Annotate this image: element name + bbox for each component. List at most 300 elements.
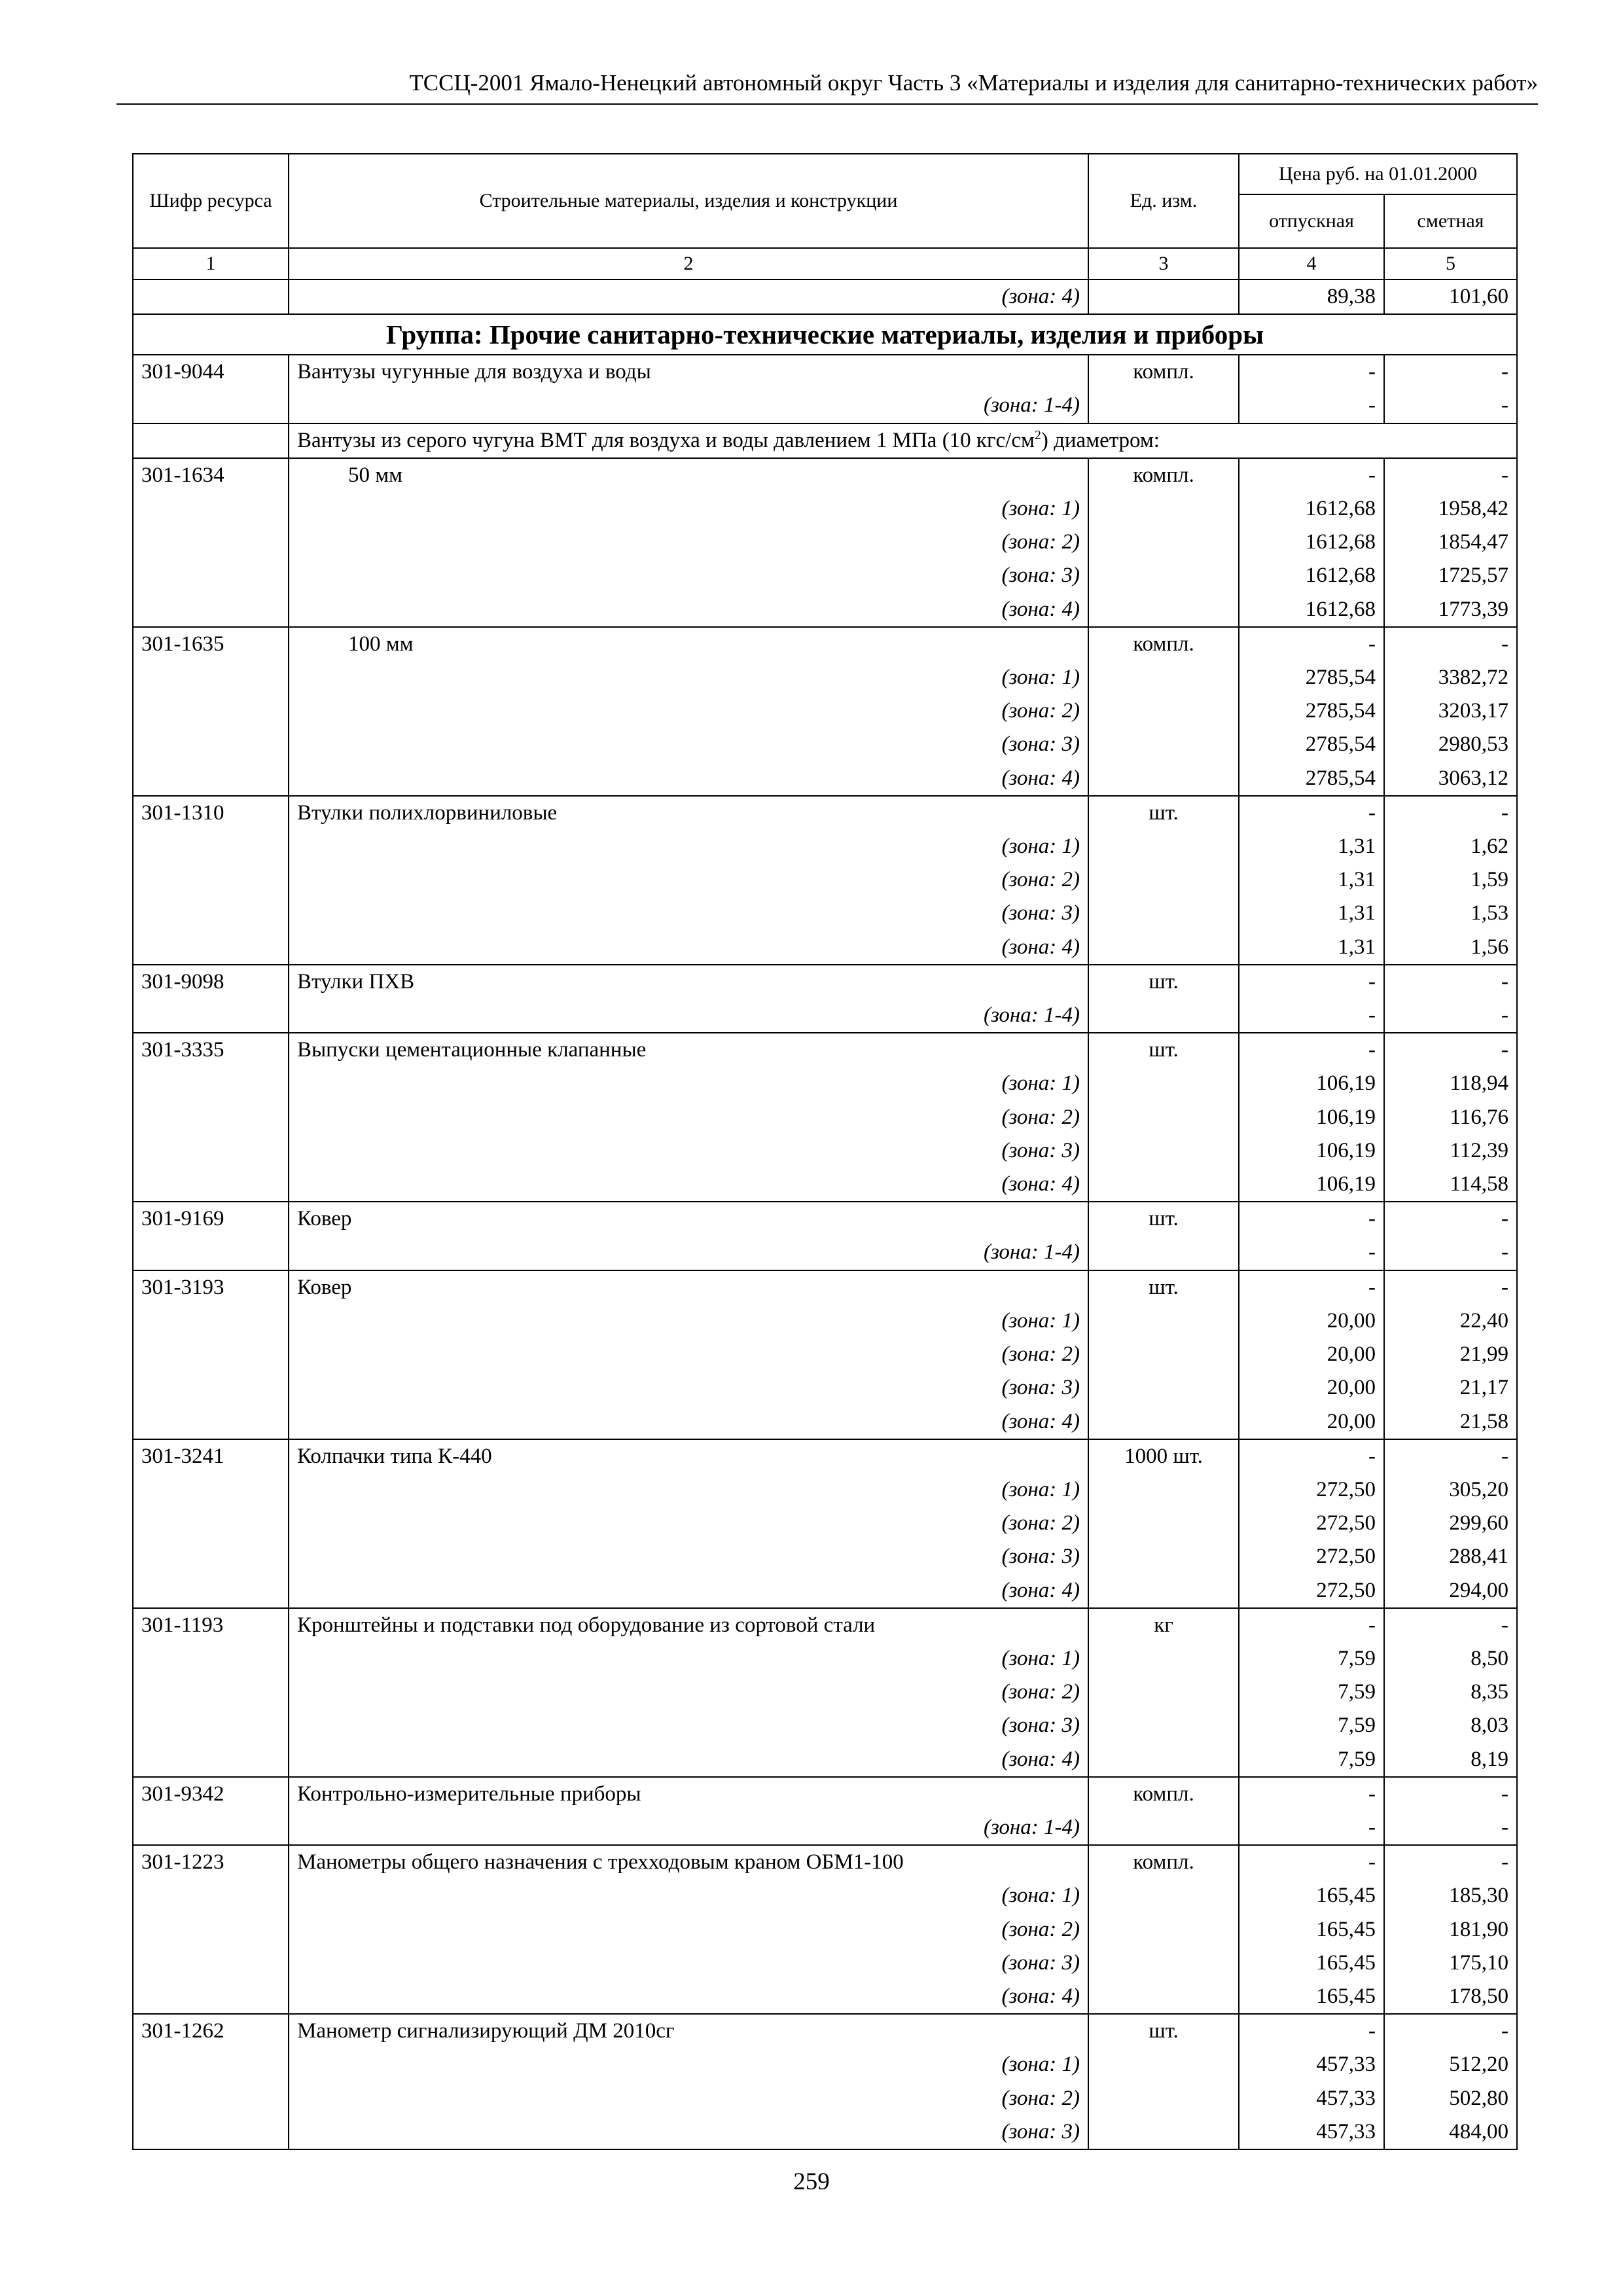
zone-row (133, 2048, 1517, 2081)
code-cell (133, 2115, 289, 2149)
release-price: - (1239, 796, 1384, 830)
unit-cell (1088, 526, 1239, 559)
estimate-price: 185,30 (1384, 1879, 1517, 1912)
zone-label: (зона: 2) (289, 694, 1088, 728)
zone-row (133, 1405, 1517, 1439)
release-price: - (1239, 965, 1384, 999)
unit-cell (1088, 897, 1239, 930)
header-unit: Ед. изм. (1088, 154, 1239, 248)
release-price: 1,31 (1239, 863, 1384, 897)
estimate-price: 101,60 (1384, 279, 1517, 314)
release-price: 106,19 (1239, 1067, 1384, 1100)
estimate-price: 8,03 (1384, 1709, 1517, 1742)
unit-cell (1088, 1507, 1239, 1540)
item-row (133, 1845, 1517, 1879)
unit-cell (1088, 1067, 1239, 1100)
zone-label: (зона: 1) (289, 2048, 1088, 2081)
item-unit: шт. (1088, 965, 1239, 999)
code-cell (133, 1540, 289, 1573)
col-number: 3 (1088, 248, 1239, 279)
estimate-price: 1,53 (1384, 897, 1517, 930)
resource-code: 301-1635 (133, 627, 289, 661)
unit-cell (1088, 2082, 1239, 2115)
code-cell (133, 1101, 289, 1134)
zone-label: (зона: 1-4) (289, 389, 1088, 423)
col-number: 4 (1239, 248, 1384, 279)
unit-cell (1088, 1676, 1239, 1709)
item-name: 50 мм (289, 458, 1088, 492)
release-price: 1612,68 (1239, 526, 1384, 559)
resource-code: 301-3193 (133, 1270, 289, 1304)
item-unit: шт. (1088, 1033, 1239, 1067)
estimate-price: - (1384, 965, 1517, 999)
resource-code: 301-1193 (133, 1608, 289, 1642)
price-table (132, 153, 1518, 2150)
zone-row (133, 1811, 1517, 1845)
release-price: 106,19 (1239, 1101, 1384, 1134)
zone-row (133, 492, 1517, 526)
unit-cell (1088, 830, 1239, 863)
unit-cell (1088, 1946, 1239, 1980)
estimate-price: - (1384, 458, 1517, 492)
zone-label: (зона: 4) (289, 1980, 1088, 2014)
zone-label: (зона: 4) (289, 1405, 1088, 1439)
zone-row (133, 559, 1517, 592)
subheader-text-sup: 2 (1034, 427, 1041, 442)
table-header-row (133, 154, 1517, 194)
unit-cell (1088, 863, 1239, 897)
code-cell (133, 1304, 289, 1338)
code-cell (133, 492, 289, 526)
item-row (133, 796, 1517, 830)
item-unit: компл. (1088, 458, 1239, 492)
release-price: - (1239, 389, 1384, 423)
release-price: 7,59 (1239, 1676, 1384, 1709)
release-price: 1,31 (1239, 931, 1384, 965)
zone-row (133, 897, 1517, 930)
header-price: Цена руб. на 01.01.2000 (1239, 154, 1517, 194)
estimate-price: 1725,57 (1384, 559, 1517, 592)
zone-label: (зона: 1) (289, 830, 1088, 863)
item-unit: компл. (1088, 1777, 1239, 1811)
item-row (133, 965, 1517, 999)
estimate-price: 305,20 (1384, 1473, 1517, 1507)
estimate-price: 112,39 (1384, 1134, 1517, 1168)
release-price: - (1239, 1202, 1384, 1236)
zone-label: (зона: 1) (289, 661, 1088, 694)
release-price: - (1239, 2014, 1384, 2048)
code-cell (133, 1913, 289, 1946)
release-price: 106,19 (1239, 1168, 1384, 1202)
zone-row (133, 1709, 1517, 1742)
release-price: - (1239, 1033, 1384, 1067)
zone-label: (зона: 2) (289, 526, 1088, 559)
code-cell (133, 1811, 289, 1845)
code-cell (133, 1067, 289, 1100)
zone-row (133, 1676, 1517, 1709)
release-price: 272,50 (1239, 1574, 1384, 1608)
zone-row (133, 1980, 1517, 2014)
subheader-text-tail: ) диаметром: (1041, 428, 1160, 452)
item-row (133, 2014, 1517, 2048)
zone-label: (зона: 2) (289, 863, 1088, 897)
item-unit: компл. (1088, 355, 1239, 389)
estimate-price: 178,50 (1384, 1980, 1517, 2014)
zone-label: (зона: 3) (289, 2115, 1088, 2149)
code-cell (133, 728, 289, 761)
zone-label: (зона: 4) (289, 279, 1088, 314)
code-cell (133, 1574, 289, 1608)
item-row (133, 355, 1517, 389)
unit-cell (1088, 593, 1239, 627)
item-name: Ковер (289, 1270, 1088, 1304)
code-cell (133, 423, 289, 458)
release-price: - (1239, 1439, 1384, 1473)
resource-code: 301-9169 (133, 1202, 289, 1236)
unit-cell (1088, 1304, 1239, 1338)
code-cell (133, 1676, 289, 1709)
estimate-price: 118,94 (1384, 1067, 1517, 1100)
item-row (133, 627, 1517, 661)
estimate-price: 1854,47 (1384, 526, 1517, 559)
zone-row (133, 728, 1517, 761)
code-cell (133, 661, 289, 694)
estimate-price: - (1384, 1270, 1517, 1304)
estimate-price: 512,20 (1384, 2048, 1517, 2081)
unit-cell (1088, 728, 1239, 761)
estimate-price: 175,10 (1384, 1946, 1517, 1980)
unit-cell (1088, 1574, 1239, 1608)
group-title-row (133, 314, 1517, 355)
unit-cell (1088, 1980, 1239, 2014)
unit-cell (1088, 1101, 1239, 1134)
zone-row (133, 694, 1517, 728)
estimate-price: 1,56 (1384, 931, 1517, 965)
code-cell (133, 1405, 289, 1439)
zone-row (133, 593, 1517, 627)
zone-row (133, 1946, 1517, 1980)
resource-code: 301-1310 (133, 796, 289, 830)
code-cell (133, 762, 289, 796)
code-cell (133, 1709, 289, 1742)
estimate-price: 21,99 (1384, 1338, 1517, 1371)
unit-cell (1088, 1134, 1239, 1168)
estimate-price: - (1384, 796, 1517, 830)
zone-row (133, 1236, 1517, 1270)
resource-code: 301-1223 (133, 1845, 289, 1879)
resource-code: 301-9044 (133, 355, 289, 389)
unit-cell (1088, 1879, 1239, 1912)
code-cell (133, 1743, 289, 1777)
resource-code: 301-1262 (133, 2014, 289, 2048)
zone-label: (зона: 3) (289, 1540, 1088, 1573)
zone-row (133, 1913, 1517, 1946)
unit-cell (1088, 1913, 1239, 1946)
item-row (133, 1202, 1517, 1236)
page-number: 259 (793, 2168, 830, 2195)
release-price: 457,33 (1239, 2115, 1384, 2149)
zone-label: (зона: 3) (289, 897, 1088, 930)
zone-label: (зона: 1) (289, 1473, 1088, 1507)
code-cell (133, 999, 289, 1033)
zone-label: (зона: 3) (289, 1709, 1088, 1742)
release-price: 1612,68 (1239, 559, 1384, 592)
unit-cell (1088, 559, 1239, 592)
code-cell (133, 694, 289, 728)
zone-label: (зона: 4) (289, 593, 1088, 627)
zone-label: (зона: 2) (289, 1338, 1088, 1371)
unit-cell (1088, 1540, 1239, 1573)
unit-cell (1088, 492, 1239, 526)
zone-row (133, 2115, 1517, 2149)
zone-label: (зона: 4) (289, 931, 1088, 965)
item-unit: шт. (1088, 796, 1239, 830)
item-name: Контрольно-измерительные приборы (289, 1777, 1088, 1811)
estimate-price: 484,00 (1384, 2115, 1517, 2149)
release-price: 165,45 (1239, 1946, 1384, 1980)
zone-row (133, 999, 1517, 1033)
zone-row (133, 1507, 1517, 1540)
header-name: Строительные материалы, изделия и конструкции (289, 154, 1088, 248)
item-unit: компл. (1088, 627, 1239, 661)
zone-label: (зона: 1) (289, 492, 1088, 526)
col-number: 5 (1384, 248, 1517, 279)
subheader-row (133, 423, 1517, 458)
running-header: ТССЦ-2001 Ямало-Ненецкий автономный округ Часть 3 «Материалы и изделия для санитарно-технических работ» (116, 63, 1538, 105)
estimate-price: - (1384, 355, 1517, 389)
estimate-price: 181,90 (1384, 1913, 1517, 1946)
estimate-price: - (1384, 1033, 1517, 1067)
code-cell (133, 1642, 289, 1676)
zone-label: (зона: 3) (289, 559, 1088, 592)
zone-label: (зона: 3) (289, 1946, 1088, 1980)
resource-code: 301-3335 (133, 1033, 289, 1067)
resource-code: 301-9342 (133, 1777, 289, 1811)
code-cell (133, 593, 289, 627)
zone-label: (зона: 4) (289, 1743, 1088, 1777)
item-name: Манометр сигнализирующий ДМ 2010сг (289, 2014, 1088, 2048)
estimate-price: 3063,12 (1384, 762, 1517, 796)
estimate-price: - (1384, 2014, 1517, 2048)
release-price: - (1239, 999, 1384, 1033)
unit-cell (1088, 1743, 1239, 1777)
zone-label: (зона: 1) (289, 1642, 1088, 1676)
resource-code: 301-1634 (133, 458, 289, 492)
zone-label: (зона: 4) (289, 762, 1088, 796)
item-unit: шт. (1088, 1202, 1239, 1236)
release-price: - (1239, 458, 1384, 492)
estimate-price: 502,80 (1384, 2082, 1517, 2115)
code-cell (133, 1236, 289, 1270)
code-cell (133, 863, 289, 897)
zone-label: (зона: 3) (289, 1134, 1088, 1168)
item-name: Кронштейны и подставки под оборудование из сортовой стали (289, 1608, 1088, 1642)
release-price: 272,50 (1239, 1473, 1384, 1507)
item-row (133, 1033, 1517, 1067)
estimate-price: 299,60 (1384, 1507, 1517, 1540)
release-price: 20,00 (1239, 1304, 1384, 1338)
estimate-price: 1,62 (1384, 830, 1517, 863)
zone-row (133, 1473, 1517, 1507)
zone-row (133, 1168, 1517, 1202)
unit-cell (1088, 762, 1239, 796)
unit-cell (1088, 1811, 1239, 1845)
estimate-price: - (1384, 999, 1517, 1033)
unit-cell (1088, 1236, 1239, 1270)
estimate-price: - (1384, 627, 1517, 661)
item-name: Колпачки типа К-440 (289, 1439, 1088, 1473)
release-price: 7,59 (1239, 1642, 1384, 1676)
code-cell (133, 1371, 289, 1405)
estimate-price: 1,59 (1384, 863, 1517, 897)
release-price: 165,45 (1239, 1879, 1384, 1912)
code-cell (133, 830, 289, 863)
estimate-price: - (1384, 389, 1517, 423)
item-row (133, 458, 1517, 492)
zone-row (133, 526, 1517, 559)
item-unit: шт. (1088, 1270, 1239, 1304)
zone-label: (зона: 2) (289, 2082, 1088, 2115)
zone-label: (зона: 2) (289, 1101, 1088, 1134)
code-cell (133, 526, 289, 559)
code-cell (133, 931, 289, 965)
release-price: 20,00 (1239, 1338, 1384, 1371)
release-price: - (1239, 1236, 1384, 1270)
item-name: 100 мм (289, 627, 1088, 661)
release-price: 106,19 (1239, 1134, 1384, 1168)
release-price: - (1239, 355, 1384, 389)
item-name: Ковер (289, 1202, 1088, 1236)
resource-code: 301-9098 (133, 965, 289, 999)
group-title: Группа: Прочие санитарно-технические материалы, изделия и приборы (133, 314, 1517, 355)
unit-cell (1088, 1168, 1239, 1202)
unit-cell (1088, 1405, 1239, 1439)
unit-cell (1088, 694, 1239, 728)
estimate-price: - (1384, 1236, 1517, 1270)
release-price: 2785,54 (1239, 762, 1384, 796)
subheader-text (289, 423, 1517, 458)
unit-cell (1088, 999, 1239, 1033)
zone-label: (зона: 3) (289, 1371, 1088, 1405)
zone-label: (зона: 2) (289, 1507, 1088, 1540)
release-price: 1,31 (1239, 897, 1384, 930)
item-name: Втулки ПХВ (289, 965, 1088, 999)
zone-row (133, 830, 1517, 863)
unit-cell (1088, 931, 1239, 965)
code-cell (133, 389, 289, 423)
zone-row (133, 1574, 1517, 1608)
estimate-price: 294,00 (1384, 1574, 1517, 1608)
release-price: - (1239, 1270, 1384, 1304)
item-unit: 1000 шт. (1088, 1439, 1239, 1473)
zone-label: (зона: 1-4) (289, 1811, 1088, 1845)
release-price: 165,45 (1239, 1913, 1384, 1946)
estimate-price: - (1384, 1811, 1517, 1845)
estimate-price: - (1384, 1439, 1517, 1473)
estimate-price: 8,19 (1384, 1743, 1517, 1777)
estimate-price: 3203,17 (1384, 694, 1517, 728)
release-price: - (1239, 627, 1384, 661)
zone-row (133, 1338, 1517, 1371)
zone-row (133, 762, 1517, 796)
estimate-price: - (1384, 1845, 1517, 1879)
unit-cell (1088, 389, 1239, 423)
zone-row (133, 389, 1517, 423)
zone-label: (зона: 1-4) (289, 999, 1088, 1033)
code-cell (133, 1507, 289, 1540)
item-unit: шт. (1088, 2014, 1239, 2048)
code-cell (133, 1168, 289, 1202)
item-name: Манометры общего назначения с трехходовым краном ОБМ1-100 (289, 1845, 1088, 1879)
resource-code: 301-3241 (133, 1439, 289, 1473)
zone-row (133, 1743, 1517, 1777)
release-price: 89,38 (1239, 279, 1384, 314)
zone-label: (зона: 4) (289, 1574, 1088, 1608)
release-price: 457,33 (1239, 2048, 1384, 2081)
zone-row (133, 1304, 1517, 1338)
release-price: - (1239, 1811, 1384, 1845)
release-price: 2785,54 (1239, 694, 1384, 728)
release-price: 2785,54 (1239, 661, 1384, 694)
zone-label: (зона: 2) (289, 1913, 1088, 1946)
item-row (133, 1439, 1517, 1473)
code-cell (133, 2082, 289, 2115)
subheader-text-main: Вантузы из серого чугуна ВМТ для воздуха и воды давлением 1 МПа (10 кгс/см (297, 428, 1035, 452)
code-cell (133, 897, 289, 930)
zone-label: (зона: 2) (289, 1676, 1088, 1709)
unit-cell (1088, 1642, 1239, 1676)
release-price: 272,50 (1239, 1540, 1384, 1573)
estimate-price: 8,50 (1384, 1642, 1517, 1676)
estimate-price: 1958,42 (1384, 492, 1517, 526)
release-price: 272,50 (1239, 1507, 1384, 1540)
release-price: 20,00 (1239, 1371, 1384, 1405)
unit-cell (1088, 661, 1239, 694)
zone-row (133, 1067, 1517, 1100)
zone-label: (зона: 1) (289, 1304, 1088, 1338)
item-name: Выпуски цементационные клапанные (289, 1033, 1088, 1067)
release-price: - (1239, 1608, 1384, 1642)
item-row (133, 1270, 1517, 1304)
code-cell (133, 1879, 289, 1912)
code-cell (133, 1338, 289, 1371)
item-name: Втулки полихлорвиниловые (289, 796, 1088, 830)
release-price: 20,00 (1239, 1405, 1384, 1439)
estimate-price: 114,58 (1384, 1168, 1517, 1202)
release-price: 457,33 (1239, 2082, 1384, 2115)
estimate-price: 21,17 (1384, 1371, 1517, 1405)
estimate-price: 1773,39 (1384, 593, 1517, 627)
item-row (133, 1777, 1517, 1811)
zone-row (133, 931, 1517, 965)
zone-label: (зона: 4) (289, 1168, 1088, 1202)
zone-row (133, 661, 1517, 694)
estimate-price: 22,40 (1384, 1304, 1517, 1338)
unit-cell (1088, 1338, 1239, 1371)
code-cell (133, 559, 289, 592)
estimate-price: 21,58 (1384, 1405, 1517, 1439)
unit-cell (1088, 2115, 1239, 2149)
code-cell (133, 1473, 289, 1507)
code-cell (133, 1980, 289, 2014)
zone-row (133, 1540, 1517, 1573)
unit-cell (1088, 2048, 1239, 2081)
zone-label: (зона: 1-4) (289, 1236, 1088, 1270)
col-number: 1 (133, 248, 289, 279)
unit-cell (1088, 1473, 1239, 1507)
release-price: 165,45 (1239, 1980, 1384, 2014)
estimate-price: - (1384, 1777, 1517, 1811)
